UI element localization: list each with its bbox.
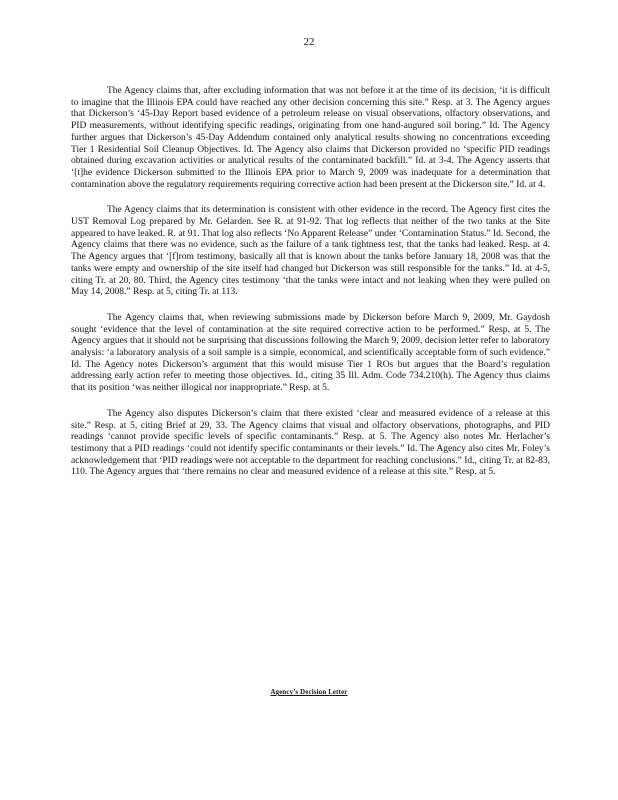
- paragraph-agency-disputes-claim: The Agency also disputes Dickerson’s claim that there existed ‘clear and measured evidence of a release at this site.” Resp. at 5, citing Brief at 29, 33. The Agency claims that visual and olfactory observations, photographs, and PID readings ‘cannot provide specific levels of specific contaminants.” Resp. at 5. The Agency also notes Mr. Herlacher’s testimony that a PID readings ‘could not identify specific contaminants or their levels.” Id. The Agency also cites Mr. Foley’s acknowledgement that ‘PID readings were not acceptable to the department for reaching conclusions.” Id., citing Tr. at 82-83, 110. The Agency argues that ‘there remains no clear and measured evidence of a release at this site.” Resp. at 5.: [71, 408, 550, 478]
- paragraph-agency-claims-decision: The Agency claims that, after excluding information that was not before it at the time of its decision, ‘it is difficult to imagine that the Illinois EPA could have reached any other decision concerning this site.” Resp. at 3. The Agency argues that Dickerson’s ‘45-Day Report based evidence of a petroleum release on visual observations, olfactory observations, and PID measurements, without identifying specific readings, originating from one hand-augured soil boring.” Id. The Agency further argues that Dickerson’s 45-Day Addendum contained only analytical results showing no concentrations exceeding Tier 1 Residential Soil Cleanup Objectives. Id. The Agency also claims that Dickerson provided no ‘specific PID readings obtained during excavation activities or analytical results of the contaminated backfill.” Id. at 3-4. The Agency asserts that ‘[t]he evidence Dickerson submitted to the Illinois EPA prior to March 9, 2009 was inadequate for a determination that contamination above the regulatory requirements requiring corrective action had been present at the Dickerson site.” Id. at 4.: [71, 86, 550, 190]
- paragraph-agency-reviewing-submissions: The Agency claims that, when reviewing submissions made by Dickerson before March 9, 2009, Mr. Gaydosh sought ‘evidence that the level of contamination at the site required corrective action to be performed.” Resp. at 5. The Agency argues that it should not be surprising that discussions following the March 9, 2009, decision letter refer to laboratory analysis: ‘a laboratory analysis of a soil sample is a simple, economical, and scientifically acceptable form of such evidence.” Id. The Agency notes Dickerson’s argument that this would misuse Tier 1 ROs but argues that the Board’s regulation addressing early action refer to meeting those objectives. Id., citing 35 Ill. Adm. Code 734.210(h). The Agency thus claims that its position ‘was neither illogical nor inappropriate.” Resp. at 5.: [71, 312, 550, 394]
- body-text: [71, 86, 550, 493]
- paragraph-agency-determination-consistent: The Agency claims that its determination is consistent with other evidence in the record. The Agency first cites the UST Removal Log prepared by Mr. Gelarden. See R. at 91-92. That log reflects that neither of the two tanks at the Site appeared to have leaked. R. at 91. That log also reflects ‘No Apparent Release” under ‘Contamination Status.” Id. Second, the Agency claims that there was no evidence, such as the failure of a tank tightness test, that the tanks had leaked. Resp. at 4. The Agency argues that ‘[f]rom testimony, basically all that is known about the tanks before January 18, 2008 was that the tanks were empty and ownership of the site itself had changed but Dickerson was still responsible for the tanks.” Id. at 4-5, citing Tr. at 20, 80. Third, the Agency cites testimony ‘that the tanks were intact and not leaking when they were pulled on May 14, 2008.” Resp. at 5, citing Tr. at 113.: [71, 205, 550, 298]
- section-heading: Agency’s Decision Letter: [270, 689, 348, 696]
- page-number: 22: [303, 36, 315, 48]
